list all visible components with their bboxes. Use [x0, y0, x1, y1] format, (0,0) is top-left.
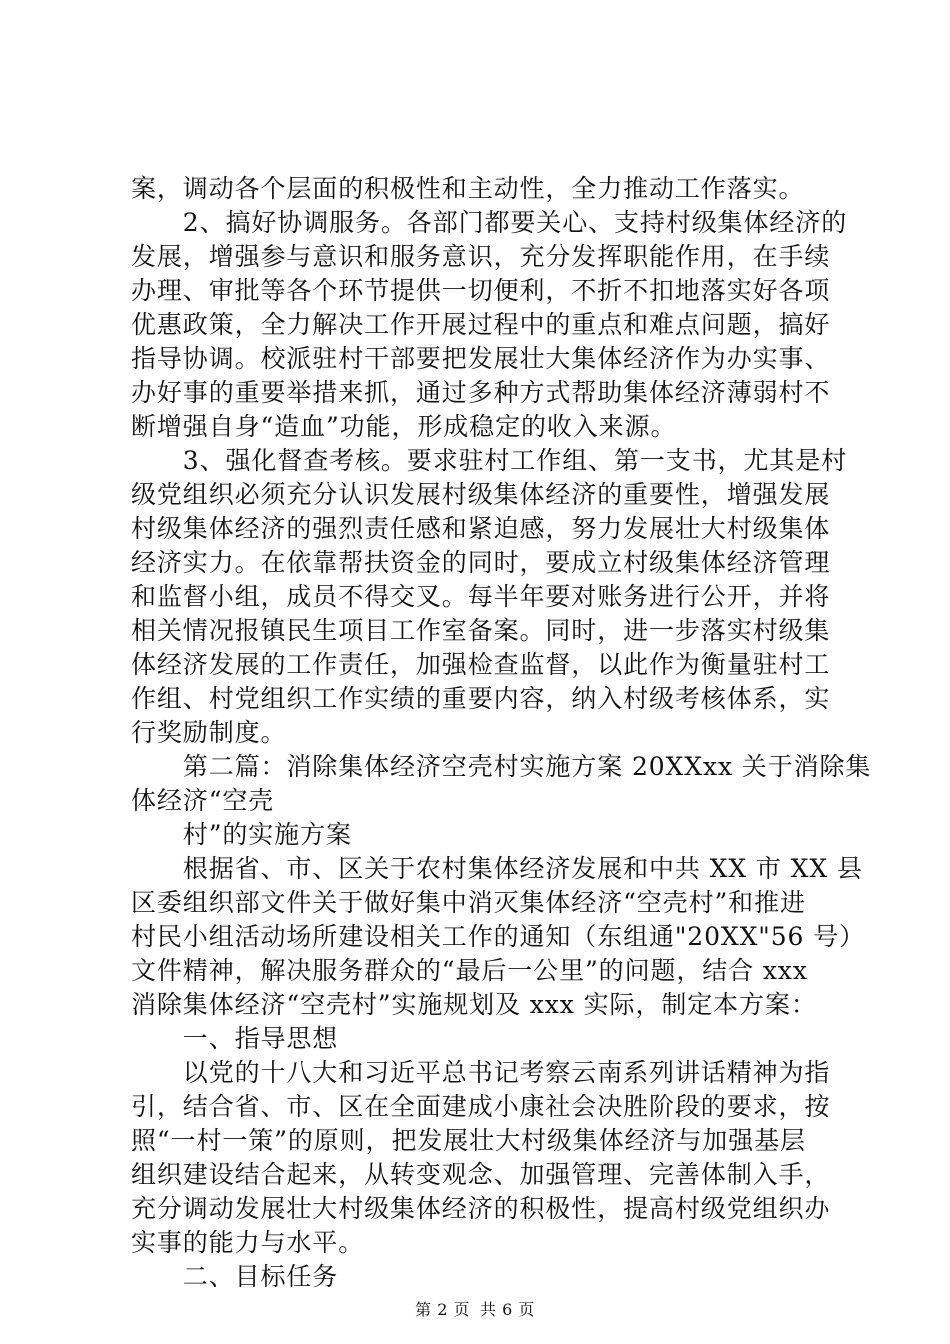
text-line: 和监督小组，成员不得交叉。每半年要对账务进行公开，并将	[131, 582, 831, 611]
section-heading: 二、目标任务	[131, 1262, 339, 1291]
text-line: 引，结合省、市、区在全面建成小康社会决胜阶段的要求，按	[131, 1092, 831, 1121]
section-heading: 第二篇：消除集体经济空壳村实施方案 20XXxx 关于消除集	[131, 752, 872, 781]
text-line: 指导协调。校派驻村干部要把发展壮大集体经济作为办实事、	[131, 344, 831, 373]
text-line: 作组、村党组织工作实绩的重要内容，纳入村级考核体系，实	[131, 684, 831, 713]
text-line: 照“一村一策”的原则，把发展壮大村级集体经济与加强基层	[131, 1126, 806, 1155]
page-footer	[0, 1300, 950, 1320]
section-heading: 村”的实施方案	[131, 820, 352, 849]
text-line: 体经济发展的工作责任，加强检查监督，以此作为衡量驻村工	[131, 650, 831, 679]
page-number: 第 2 页	[415, 1300, 470, 1319]
text-line: 级党组织必须充分认识发展村级集体经济的重要性，增强发展	[131, 480, 831, 509]
text-line: 行奖励制度。	[131, 718, 287, 747]
text-line: 文件精神，解决服务群众的“最后一公里”的问题，结合 xxx	[131, 956, 808, 985]
section-heading: 一、指导思想	[131, 1024, 339, 1053]
text-line: 2、搞好协调服务。各部门都要关心、支持村级集体经济的	[131, 208, 848, 237]
section-heading: 体经济“空壳	[131, 786, 275, 815]
text-line: 办理、审批等各个环节提供一切便利，不折不扣地落实好各项	[131, 276, 831, 305]
text-line: 充分调动发展壮大村级集体经济的积极性，提高村级党组织办	[131, 1194, 831, 1223]
text-line: 以党的十八大和习近平总书记考察云南系列讲话精神为指	[131, 1058, 831, 1087]
text-line: 村级集体经济的强烈责任感和紧迫感，努力发展壮大村级集体	[131, 514, 831, 543]
text-line: 断增强自身“造血”功能，形成稳定的收入来源。	[131, 412, 677, 441]
text-line: 根据省、市、区关于农村集体经济发展和中共 XX 市 XX 县	[131, 854, 863, 883]
text-line: 案，调动各个层面的积极性和主动性，全力推动工作落实。	[131, 174, 805, 203]
text-line: 经济实力。在依靠帮扶资金的同时，要成立村级集体经济管理	[131, 548, 831, 577]
text-line: 组织建设结合起来，从转变观念、加强管理、完善体制入手，	[131, 1160, 831, 1189]
text-line: 村民小组活动场所建设相关工作的通知（东组通"20XX"56 号）	[131, 922, 865, 951]
text-line: 3、强化督查考核。要求驻村工作组、第一支书，尤其是村	[131, 446, 848, 475]
text-line: 发展，增强参与意识和服务意识，充分发挥职能作用，在手续	[131, 242, 831, 271]
text-line: 消除集体经济“空壳村”实施规划及 xxx 实际，制定本方案：	[131, 990, 817, 1019]
text-line: 实事的能力与水平。	[131, 1228, 365, 1257]
text-line: 办好事的重要举措来抓，通过多种方式帮助集体经济薄弱村不	[131, 378, 831, 407]
text-line: 优惠政策，全力解决工作开展过程中的重点和难点问题，搞好	[131, 310, 831, 339]
text-line: 相关情况报镇民生项目工作室备案。同时，进一步落实村级集	[131, 616, 831, 645]
page-total: 共 6 页	[480, 1300, 535, 1319]
text-line: 区委组织部文件关于做好集中消灭集体经济“空壳村”和推进	[131, 888, 806, 917]
